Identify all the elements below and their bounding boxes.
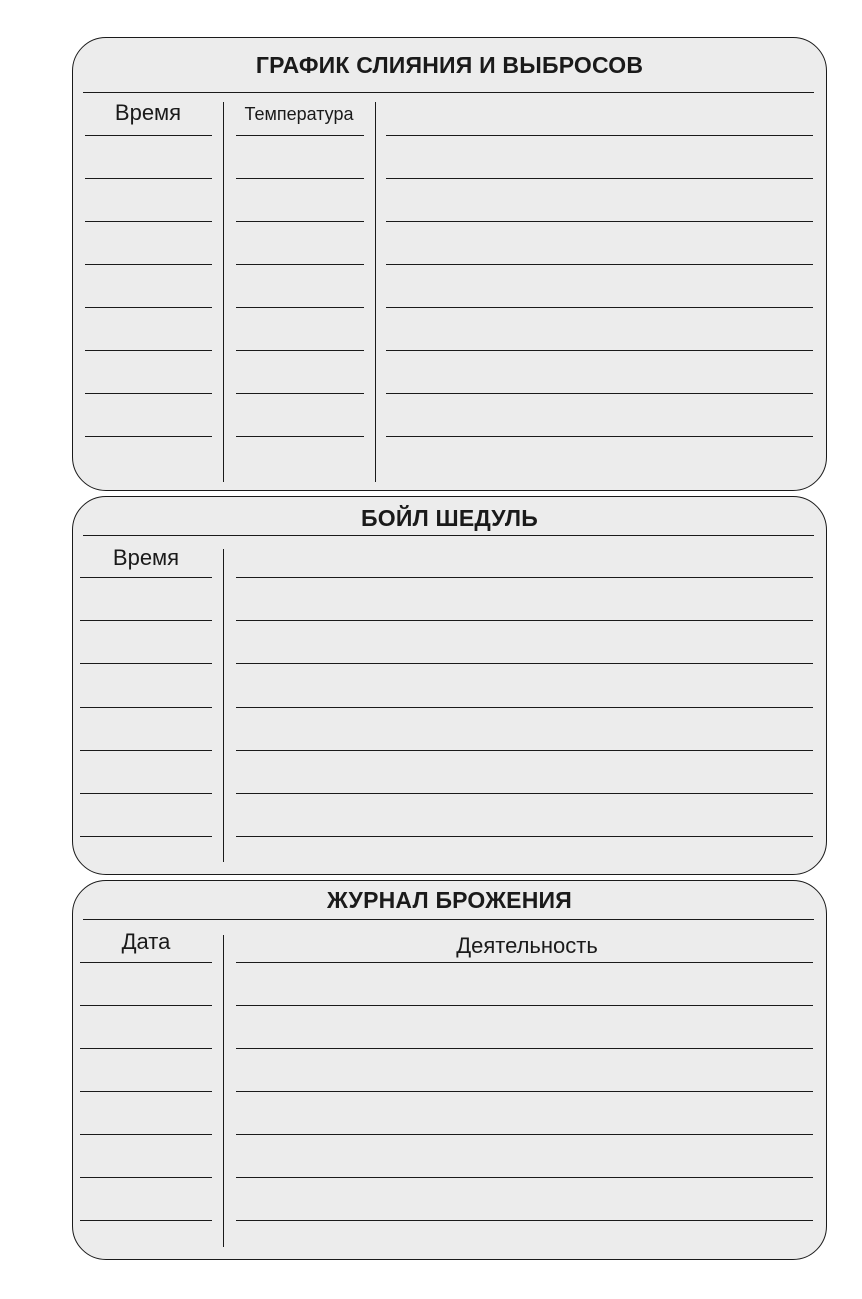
mash-divider-1 bbox=[223, 102, 224, 482]
boil-rule-line bbox=[80, 707, 212, 708]
mash-rule-line bbox=[85, 393, 212, 394]
fermentation-rule-line bbox=[80, 962, 212, 963]
fermentation-rule-line bbox=[80, 1005, 212, 1006]
mash-rule-line bbox=[85, 436, 212, 437]
boil-rule-line bbox=[80, 663, 212, 664]
mash-rule-line bbox=[386, 221, 813, 222]
fermentation-rule-line bbox=[80, 1220, 212, 1221]
boil-rule-line bbox=[80, 620, 212, 621]
boil-rule-line bbox=[236, 793, 813, 794]
mash-rule-line bbox=[236, 135, 364, 136]
fermentation-title-underline bbox=[83, 919, 814, 920]
fermentation-rule-line bbox=[236, 1091, 813, 1092]
mash-rule-line bbox=[236, 350, 364, 351]
mash-title-underline bbox=[83, 92, 814, 93]
boil-rule-line bbox=[236, 750, 813, 751]
mash-rule-line bbox=[386, 393, 813, 394]
boil-time-header: Время bbox=[112, 545, 180, 570]
boil-rule-line bbox=[80, 577, 212, 578]
boil-rule-line bbox=[80, 836, 212, 837]
mash-rule-line bbox=[386, 436, 813, 437]
boil-rule-line bbox=[236, 707, 813, 708]
mash-rule-line bbox=[386, 307, 813, 308]
fermentation-rule-line bbox=[80, 1177, 212, 1178]
fermentation-rule-line bbox=[236, 1134, 813, 1135]
fermentation-activity-header: Деятельность bbox=[456, 933, 598, 958]
mash-rule-line bbox=[85, 307, 212, 308]
mash-rule-line bbox=[236, 307, 364, 308]
mash-rule-line bbox=[386, 178, 813, 179]
mash-rule-line bbox=[386, 350, 813, 351]
boil-rule-line bbox=[236, 663, 813, 664]
boil-rule-line bbox=[236, 836, 813, 837]
mash-rule-line bbox=[236, 264, 364, 265]
boil-title-underline bbox=[83, 535, 814, 536]
mash-rule-line bbox=[85, 350, 212, 351]
fermentation-log-title: ЖУРНАЛ БРОЖЕНИЯ bbox=[327, 887, 572, 913]
mash-rule-line bbox=[386, 264, 813, 265]
fermentation-rule-line bbox=[236, 1177, 813, 1178]
boil-rule-line bbox=[80, 750, 212, 751]
fermentation-rule-line bbox=[236, 1048, 813, 1049]
mash-rule-line bbox=[236, 221, 364, 222]
fermentation-log-panel bbox=[72, 880, 827, 1260]
fermentation-rule-line bbox=[236, 1005, 813, 1006]
fermentation-divider bbox=[223, 935, 224, 1247]
fermentation-rule-line bbox=[236, 962, 813, 963]
boil-rule-line bbox=[80, 793, 212, 794]
mash-rule-line bbox=[85, 135, 212, 136]
fermentation-rule-line bbox=[80, 1048, 212, 1049]
mash-rule-line bbox=[85, 178, 212, 179]
boil-rule-line bbox=[236, 577, 813, 578]
mash-time-header: Время bbox=[114, 100, 182, 125]
fermentation-rule-line bbox=[80, 1134, 212, 1135]
mash-rule-line bbox=[85, 221, 212, 222]
boil-divider bbox=[223, 549, 224, 862]
mash-schedule-panel bbox=[72, 37, 827, 491]
mash-temperature-header: Температура bbox=[244, 104, 354, 124]
mash-schedule-title: ГРАФИК СЛИЯНИЯ И ВЫБРОСОВ bbox=[255, 52, 644, 78]
mash-rule-line bbox=[236, 436, 364, 437]
mash-rule-line bbox=[236, 178, 364, 179]
boil-schedule-title: БОЙЛ ШЕДУЛЬ bbox=[361, 505, 538, 531]
boil-rule-line bbox=[236, 620, 813, 621]
boil-schedule-panel bbox=[72, 496, 827, 875]
mash-divider-2 bbox=[375, 102, 376, 482]
mash-rule-line bbox=[236, 393, 364, 394]
mash-rule-line bbox=[386, 135, 813, 136]
fermentation-date-header: Дата bbox=[121, 929, 171, 954]
mash-rule-line bbox=[85, 264, 212, 265]
fermentation-rule-line bbox=[236, 1220, 813, 1221]
fermentation-rule-line bbox=[80, 1091, 212, 1092]
